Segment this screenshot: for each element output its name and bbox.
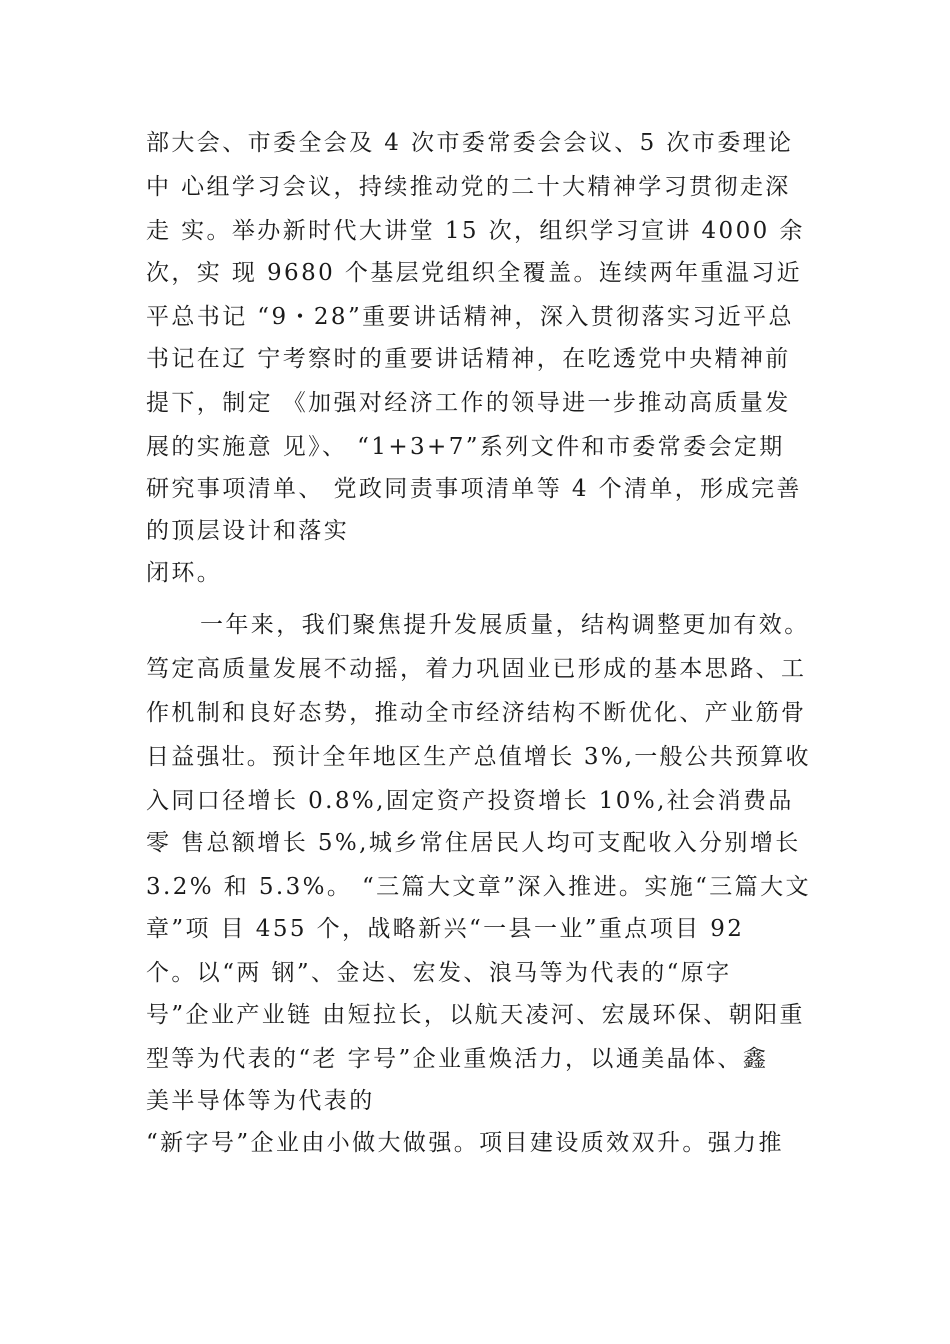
paragraph-2-line-9: 个。以“两 钢”、金达、宏发、浪马等为代表的“原字: [146, 960, 732, 986]
paragraph-1-line-4: 次，实 现 9680 个基层党组织全覆盖。连续两年重温习近: [146, 260, 803, 286]
paragraph-2-line-11: 型等为代表的“老 字号”企业重焕活力，以通美晶体、鑫: [146, 1046, 769, 1072]
paragraph-2-line-5: 入同口径增长 0.8%,固定资产投资增长 10%,社会消费品: [146, 788, 794, 814]
paragraph-1-line-2: 中 心组学习会议，持续推动党的二十大精神学习贯彻走深: [146, 174, 791, 200]
paragraph-1-line-3: 走 实。举办新时代大讲堂 15 次，组织学习宣讲 4000 余: [146, 218, 805, 244]
paragraph-2-line-1: 一年来，我们聚焦提升发展质量，结构调整更加有效。: [200, 612, 810, 638]
paragraph-2-line-12: 美半导体等为代表的: [146, 1088, 375, 1114]
paragraph-1-line-7: 提下，制定 《加强对经济工作的领导进一步推动高质量发: [146, 390, 791, 416]
paragraph-2-line-4: 日益强壮。预计全年地区生产总值增长 3%,一般公共预算收: [146, 744, 811, 770]
paragraph-1-line-9: 研究事项清单、 党政同责事项清单等 4 个清单，形成完善: [146, 476, 802, 502]
paragraph-1-line-1: 部大会、市委全会及 4 次市委常委会会议、5 次市委理论: [146, 130, 794, 156]
paragraph-2-line-13: “新字号”企业由小做大做强。项目建设质效双升。强力推: [146, 1130, 784, 1156]
paragraph-2-line-3: 作机制和良好态势，推动全市经济结构不断优化、产业筋骨: [146, 700, 807, 726]
paragraph-2-line-6: 零 售总额增长 5%,城乡常住居民人均可支配收入分别增长: [146, 830, 801, 856]
paragraph-2-line-2: 笃定高质量发展不动摇，着力巩固业已形成的基本思路、工: [146, 656, 807, 682]
paragraph-1-line-8: 展的实施意 见》、 “1+3+7”系列文件和市委常委会定期: [146, 434, 785, 460]
paragraph-2-line-8: 章”项 目 455 个，战略新兴“一县一业”重点项目 92: [146, 916, 745, 942]
paragraph-2-line-10: 号”企业产业链 由短拉长，以航天凌河、宏晟环保、朝阳重: [146, 1002, 805, 1028]
paragraph-1-line-10: 的顶层设计和落实: [146, 518, 350, 544]
paragraph-1-line-11: 闭环。: [146, 560, 223, 586]
paragraph-1-line-5: 平总书记 “9・28”重要讲话精神，深入贯彻落实习近平总: [146, 304, 794, 330]
paragraph-2-line-7: 3.2% 和 5.3%。 “三篇大文章”深入推进。实施“三篇大文: [146, 874, 811, 900]
paragraph-1-line-6: 书记在辽 宁考察时的重要讲话精神，在吃透党中央精神前: [146, 346, 791, 372]
